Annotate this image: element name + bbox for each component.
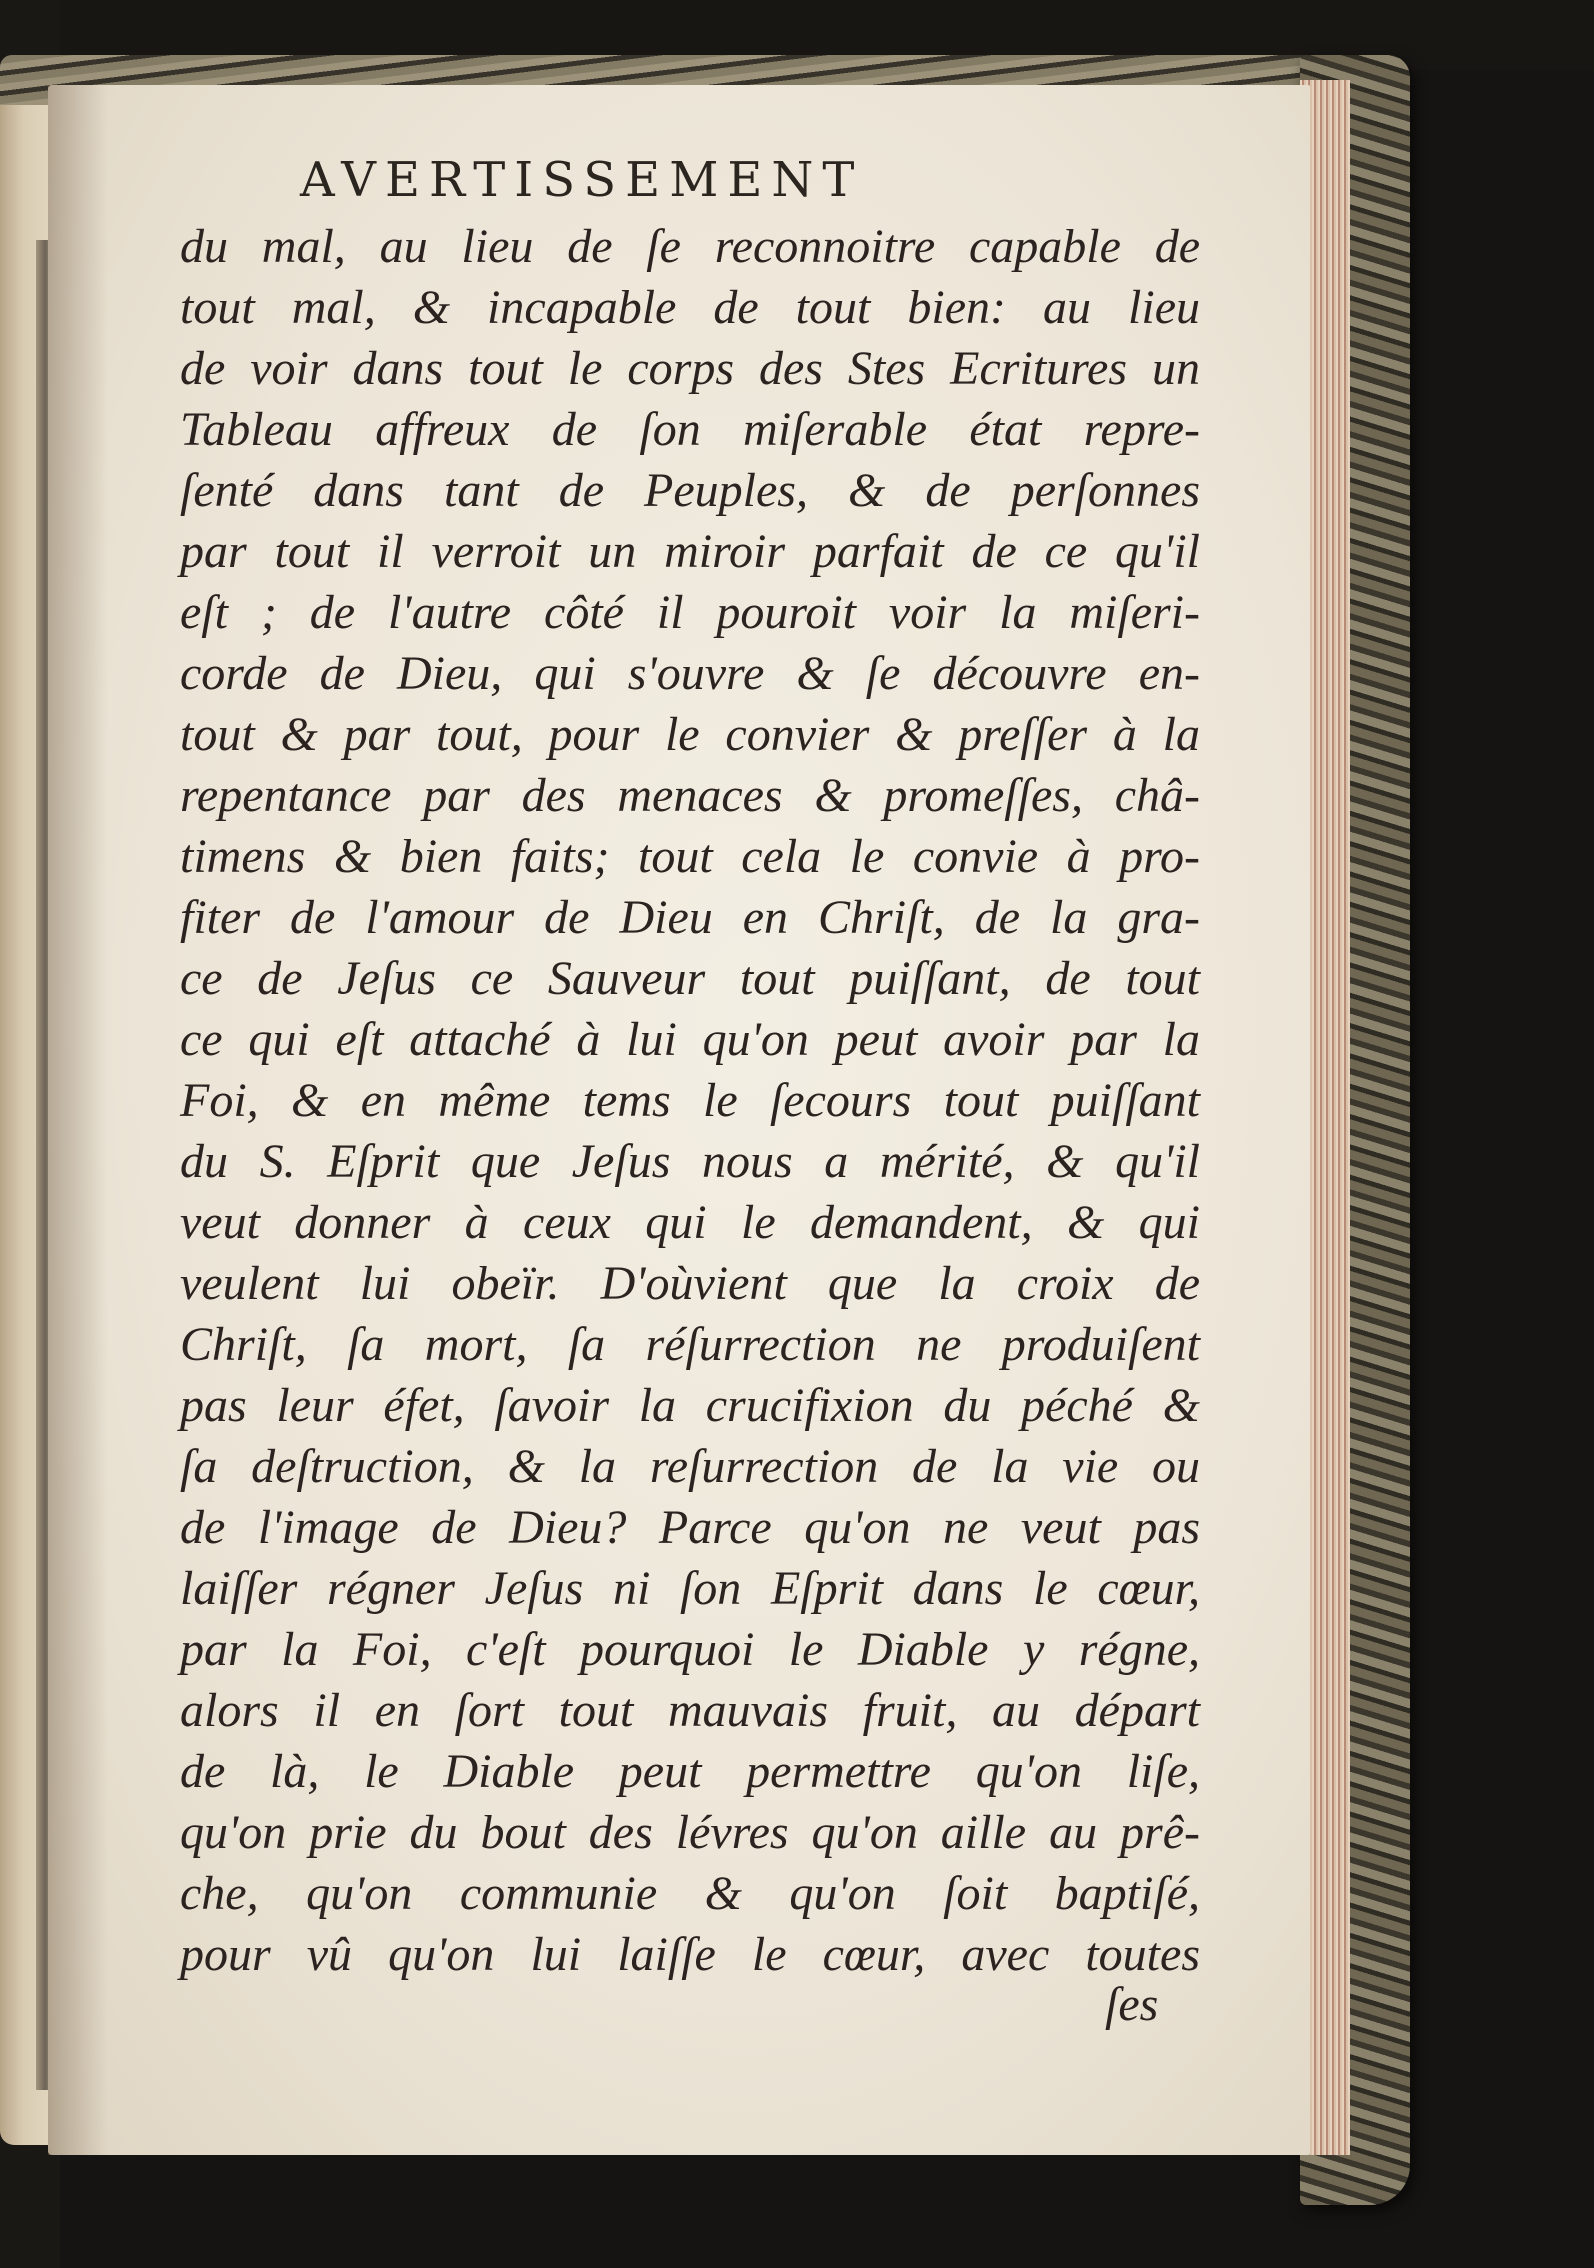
text-line: par la Foi, c'eſt pourquoi le Diable y régne, [180, 1623, 1200, 1676]
text-line: laiſſer régner Jeſus ni ſon Eſprit dans le cœur, [180, 1562, 1200, 1615]
text-line: ſa deſtruction, & la reſurrection de la vie ou [180, 1440, 1200, 1493]
text-line: du S. Eſprit que Jeſus nous a mérité, & qu'il [180, 1135, 1200, 1188]
text-line: de là, le Diable peut permettre qu'on liſe, [180, 1745, 1200, 1798]
text-line: pour vû qu'on lui laiſſe le cœur, avec toutes [180, 1928, 1200, 1981]
text-line: par tout il verroit un miroir parfait de ce qu'il [180, 525, 1200, 578]
text-line: du mal, au lieu de ſe reconnoitre capable de [180, 220, 1200, 273]
text-line: Foi, & en même tems le ſecours tout puiſſant [180, 1074, 1200, 1127]
page-shadow [48, 85, 108, 2155]
text-line: fiter de l'amour de Dieu en Chriſt, de la gra- [180, 891, 1200, 944]
text-line: ſenté dans tant de Peuples, & de perſonnes [180, 464, 1200, 517]
text-line: alors il en ſort tout mauvais fruit, au départ [180, 1684, 1200, 1737]
text-line: de voir dans tout le corps des Stes Ecritures un [180, 342, 1200, 395]
text-line: che, qu'on communie & qu'on ſoit baptiſé, [180, 1867, 1200, 1920]
text-line: corde de Dieu, qui s'ouvre & ſe découvre en- [180, 647, 1200, 700]
text-line: repentance par des menaces & promeſſes, châ- [180, 769, 1200, 822]
text-line: pas leur éfet, ſavoir la crucifixion du péché & [180, 1379, 1200, 1432]
catchword: ſes [1105, 1978, 1159, 2031]
text-line: timens & bien faits; tout cela le convie à pro- [180, 830, 1200, 883]
text-line: tout mal, & incapable de tout bien: au lieu [180, 281, 1200, 334]
text-line: veut donner à ceux qui le demandent, & qui [180, 1196, 1200, 1249]
text-line: veulent lui obeïr. D'oùvient que la croix de [180, 1257, 1200, 1310]
text-line: ce de Jeſus ce Sauveur tout puiſſant, de tout [180, 952, 1200, 1005]
text-line: tout & par tout, pour le convier & preſſer à la [180, 708, 1200, 761]
text-line: Tableau affreux de ſon miſerable état repre- [180, 403, 1200, 456]
text-line: Chriſt, ſa mort, ſa réſurrection ne produiſent [180, 1318, 1200, 1371]
text-line: qu'on prie du bout des lévres qu'on aille au prê- [180, 1806, 1200, 1859]
text-line: ce qui eſt attaché à lui qu'on peut avoir par la [180, 1013, 1200, 1066]
text-line: eſt ; de l'autre côté il pouroit voir la miſeri- [180, 586, 1200, 639]
text-line: de l'image de Dieu? Parce qu'on ne veut pas [180, 1501, 1200, 1554]
running-header: AVERTISSEMENT [300, 152, 864, 208]
